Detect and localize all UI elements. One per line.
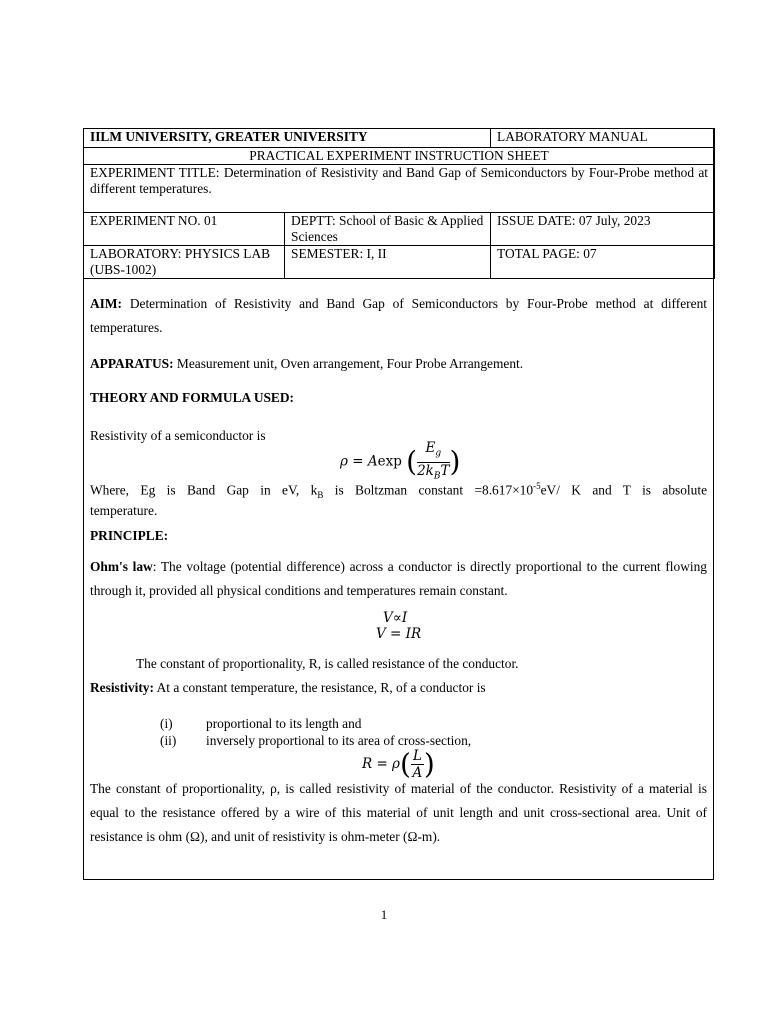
total-page: TOTAL PAGE: 07 [491,246,715,279]
eq3-lhs: R = ρ [362,756,400,772]
where-text-4: temperature. [90,503,158,519]
where-text-2: is Boltzman constant =8.617×10 [323,482,534,498]
where-text-3: eV/ K and T is absolute [540,482,708,498]
ohm-text: : The voltage (potential difference) across a conductor is directly proportional to the current flowing through it, provided all physical conditions and temperatures remain constant. [90,559,707,598]
eq-den-tail: T [440,462,450,479]
theory-heading: THEORY AND FORMULA USED: [90,390,294,405]
page-number: 1 [380,907,388,922]
manual-label: LABORATORY MANUAL [491,129,715,148]
ohm-equation: V = IR [376,626,422,642]
eq3-num: L [412,748,422,764]
aim-label: AIM: [90,296,122,311]
resistivity-text: At a constant temperature, the resistance, R, of a conductor is [153,680,486,695]
resistivity-paragraph [90,676,707,700]
theory-intro: Resistivity of a semiconductor is [90,428,266,443]
eq-den-sub: B [433,471,441,482]
header-table [83,128,715,279]
closing-paragraph: The constant of proportionality, ρ, is called resistivity of material of the conductor. Resistivity of a material is equal to the resistance offered by a wire of this material of unit length and unit cross-sectional area. Unit of resistance is ohm (Ω), and unit of resistivity is ohm-meter (Ω-m). [90,781,707,844]
eq-lhs: ρ = A [340,453,378,470]
apparatus-text: Measurement unit, Oven arrangement, Four Probe Arrangement. [176,356,524,371]
apparatus-label: APPARATUS: [90,356,174,371]
ohm-paragraph [90,555,707,603]
semester: SEMESTER: I, II [285,246,491,279]
list-item-number: (i) [160,716,173,731]
sheet-title: PRACTICAL EXPERIMENT INSTRUCTION SHEET [84,148,715,165]
resistivity-label: Resistivity: [90,680,154,695]
where-paragraph [90,478,707,519]
department: DEPTT: School of Basic & Applied Sciences [285,213,491,246]
apparatus-paragraph [90,352,707,376]
aim-text: Determination of Resistivity and Band Gap of Semiconductors by Four-Probe method at different temperatures. [90,296,707,335]
ohm-label: Ohm's law [90,559,153,574]
principle-heading: PRINCIPLE: [90,528,169,543]
eq3-den: A [412,765,423,781]
resistance-constant-text: The constant of proportionality, R, is called resistance of the conductor. [136,656,519,671]
resistivity-equation: ρ = Aexp ( $\frac{E_g}{2k_BT}$ ) [340,440,461,482]
where-text-1: Where, Eg is Band Gap in eV, k [90,482,318,498]
list-item-text: proportional to its length and [206,716,362,731]
proportional-equation: V∝I [383,610,408,626]
experiment-title-label: EXPERIMENT TITLE: [90,165,220,180]
eq-num-sub: g [435,448,442,459]
experiment-number: EXPERIMENT NO. 01 [84,213,285,246]
list-item-text: inversely proportional to its area of cross-section, [206,733,472,748]
eq-exp: exp [377,453,402,470]
issue-date: ISSUE DATE: 07 July, 2023 [491,213,715,246]
experiment-title [84,165,715,213]
where-sup: -5 [533,481,541,491]
experiment-title-text: Determination of Resistivity and Band Gap of Semiconductors by Four-Probe method at different temperatures. [90,165,709,196]
list-item [160,716,361,732]
resistance-equation: R = ρ( $\frac{L}{A}$ ) [362,747,435,781]
where-kb-sub: B [317,490,324,501]
eq-num: E [425,440,436,456]
eq-den: 2k [417,462,434,479]
list-item-number: (ii) [160,733,177,748]
university-name: IILM UNIVERSITY, GREATER UNIVERSITY [84,129,491,148]
aim-paragraph [90,292,707,340]
laboratory: LABORATORY: PHYSICS LAB (UBS-1002) [84,246,285,279]
